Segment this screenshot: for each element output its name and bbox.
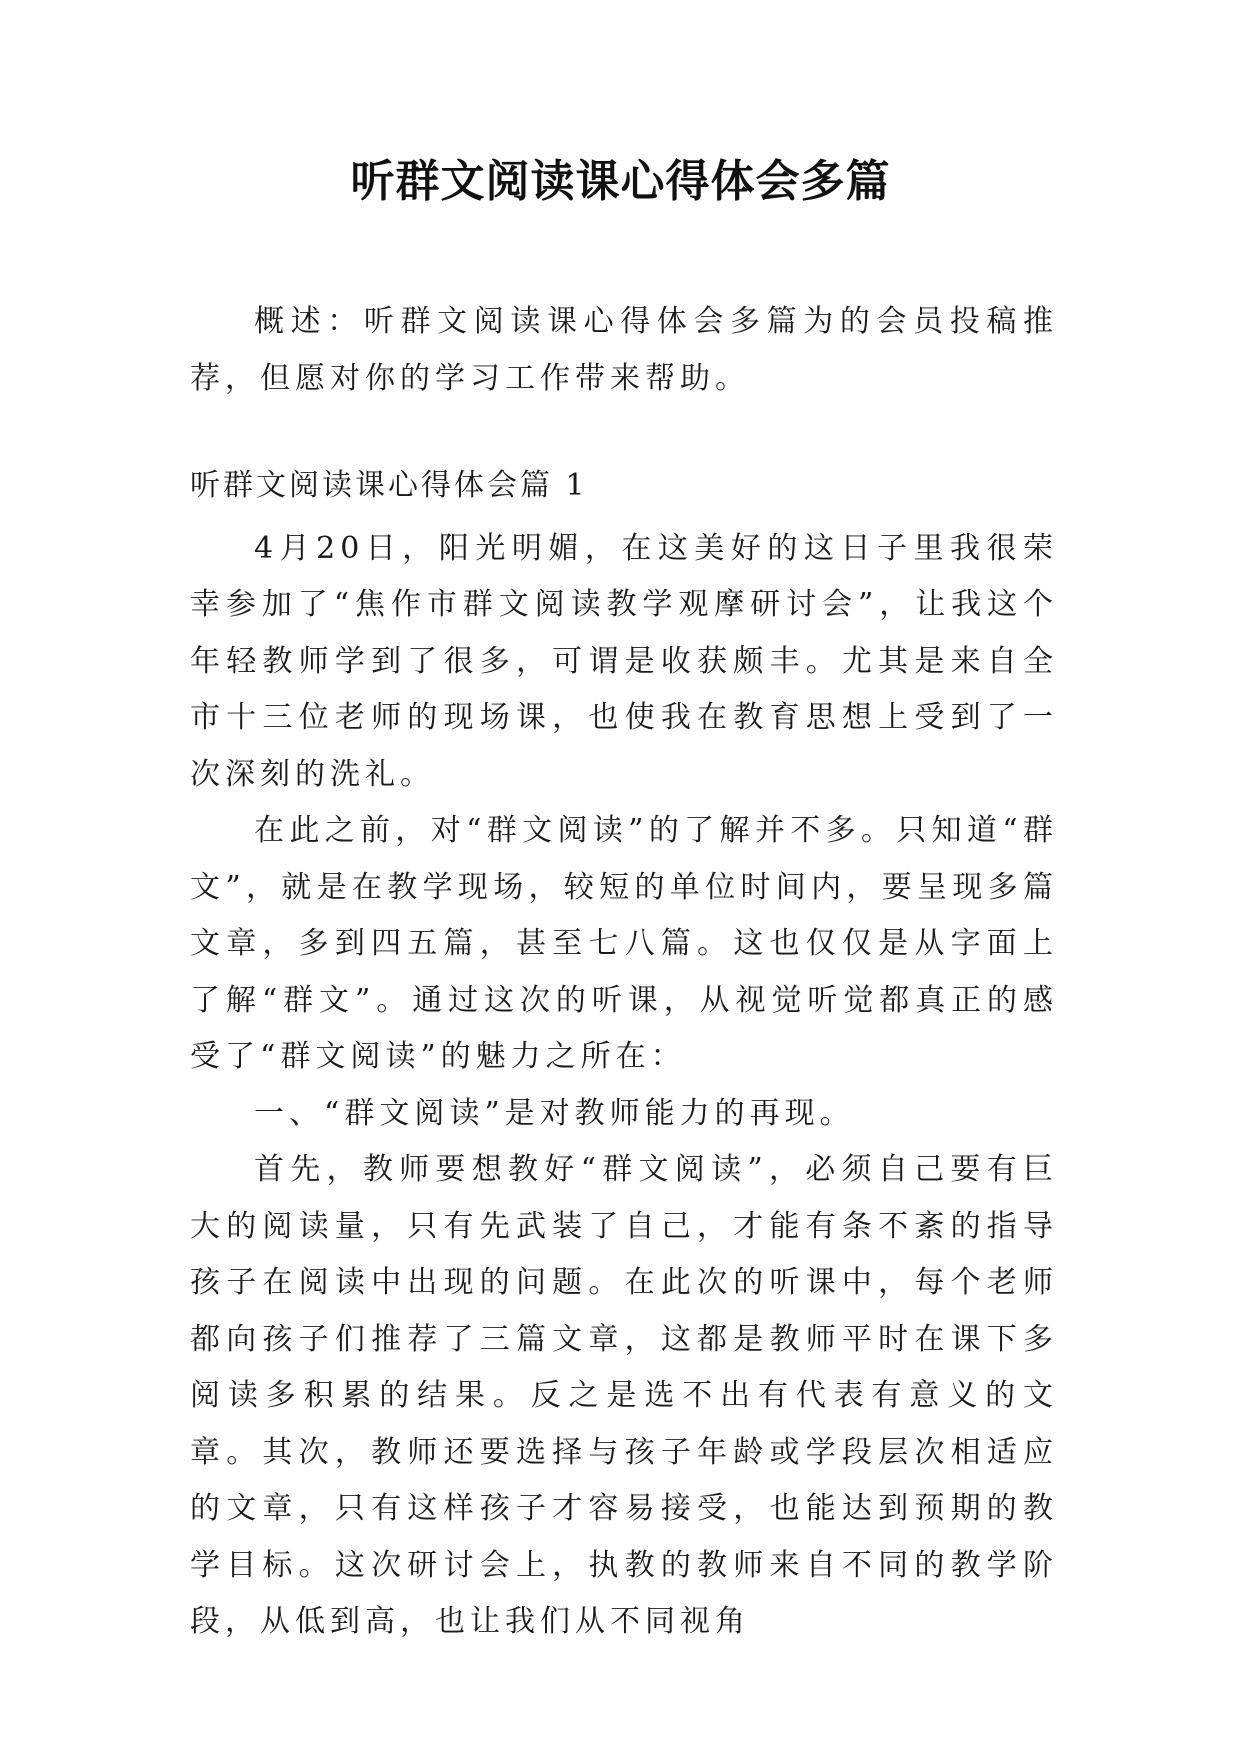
section-heading: 听群文阅读课心得体会篇 1 — [190, 468, 588, 503]
summary-paragraph: 概述：听群文阅读课心得体会多篇为的会员投稿推荐，但愿对你的学习工作带来帮助。 — [190, 304, 1058, 396]
body-paragraph-1: 4月20日，阳光明媚，在这美好的这日子里我很荣幸参加了“焦作市群文阅读教学观摩研讨会”，让我这个年轻教师学到了很多，可谓是收获颇丰。尤其是来自全市十三位老师的现场课，也使我在教育思想上受到了一次深刻的洗礼。 — [190, 530, 1058, 792]
body-paragraph-2: 在此之前，对“群文阅读”的了解并不多。只知道“群文”，就是在教学现场，较短的单位时间内，要呈现多篇文章，多到四五篇，甚至七八篇。这也仅仅是从字面上了解“群文”。通过这次的听课，从视觉听觉都真正的感受了“群文阅读”的魅力之所在： — [190, 813, 1058, 1074]
section-1 — [190, 458, 1058, 1651]
summary-block — [190, 294, 1058, 407]
body-paragraph-3: 一、“群文阅读”是对教师能力的再现。 — [254, 1095, 855, 1131]
body-paragraph-4: 首先，教师要想教好“群文阅读”，必须自己要有巨大的阅读量，只有先武装了自己，才能有条不紊的指导孩子在阅读中出现的问题。在此次的听课中，每个老师都向孩子们推荐了三篇文章，这都是教师平时在课下多阅读多积累的结果。反之是选不出有代表有意义的文章。其次，教师还要选择与孩子年龄或学段层次相适应的文章，只有这样孩子才容易接受，也能达到预期的教学目标。这次研讨会上，执教的教师来自不同的教学阶段，从低到高，也让我们从不同视角 — [190, 1152, 1058, 1639]
document-title: 听群文阅读课心得体会多篇 — [350, 156, 891, 207]
